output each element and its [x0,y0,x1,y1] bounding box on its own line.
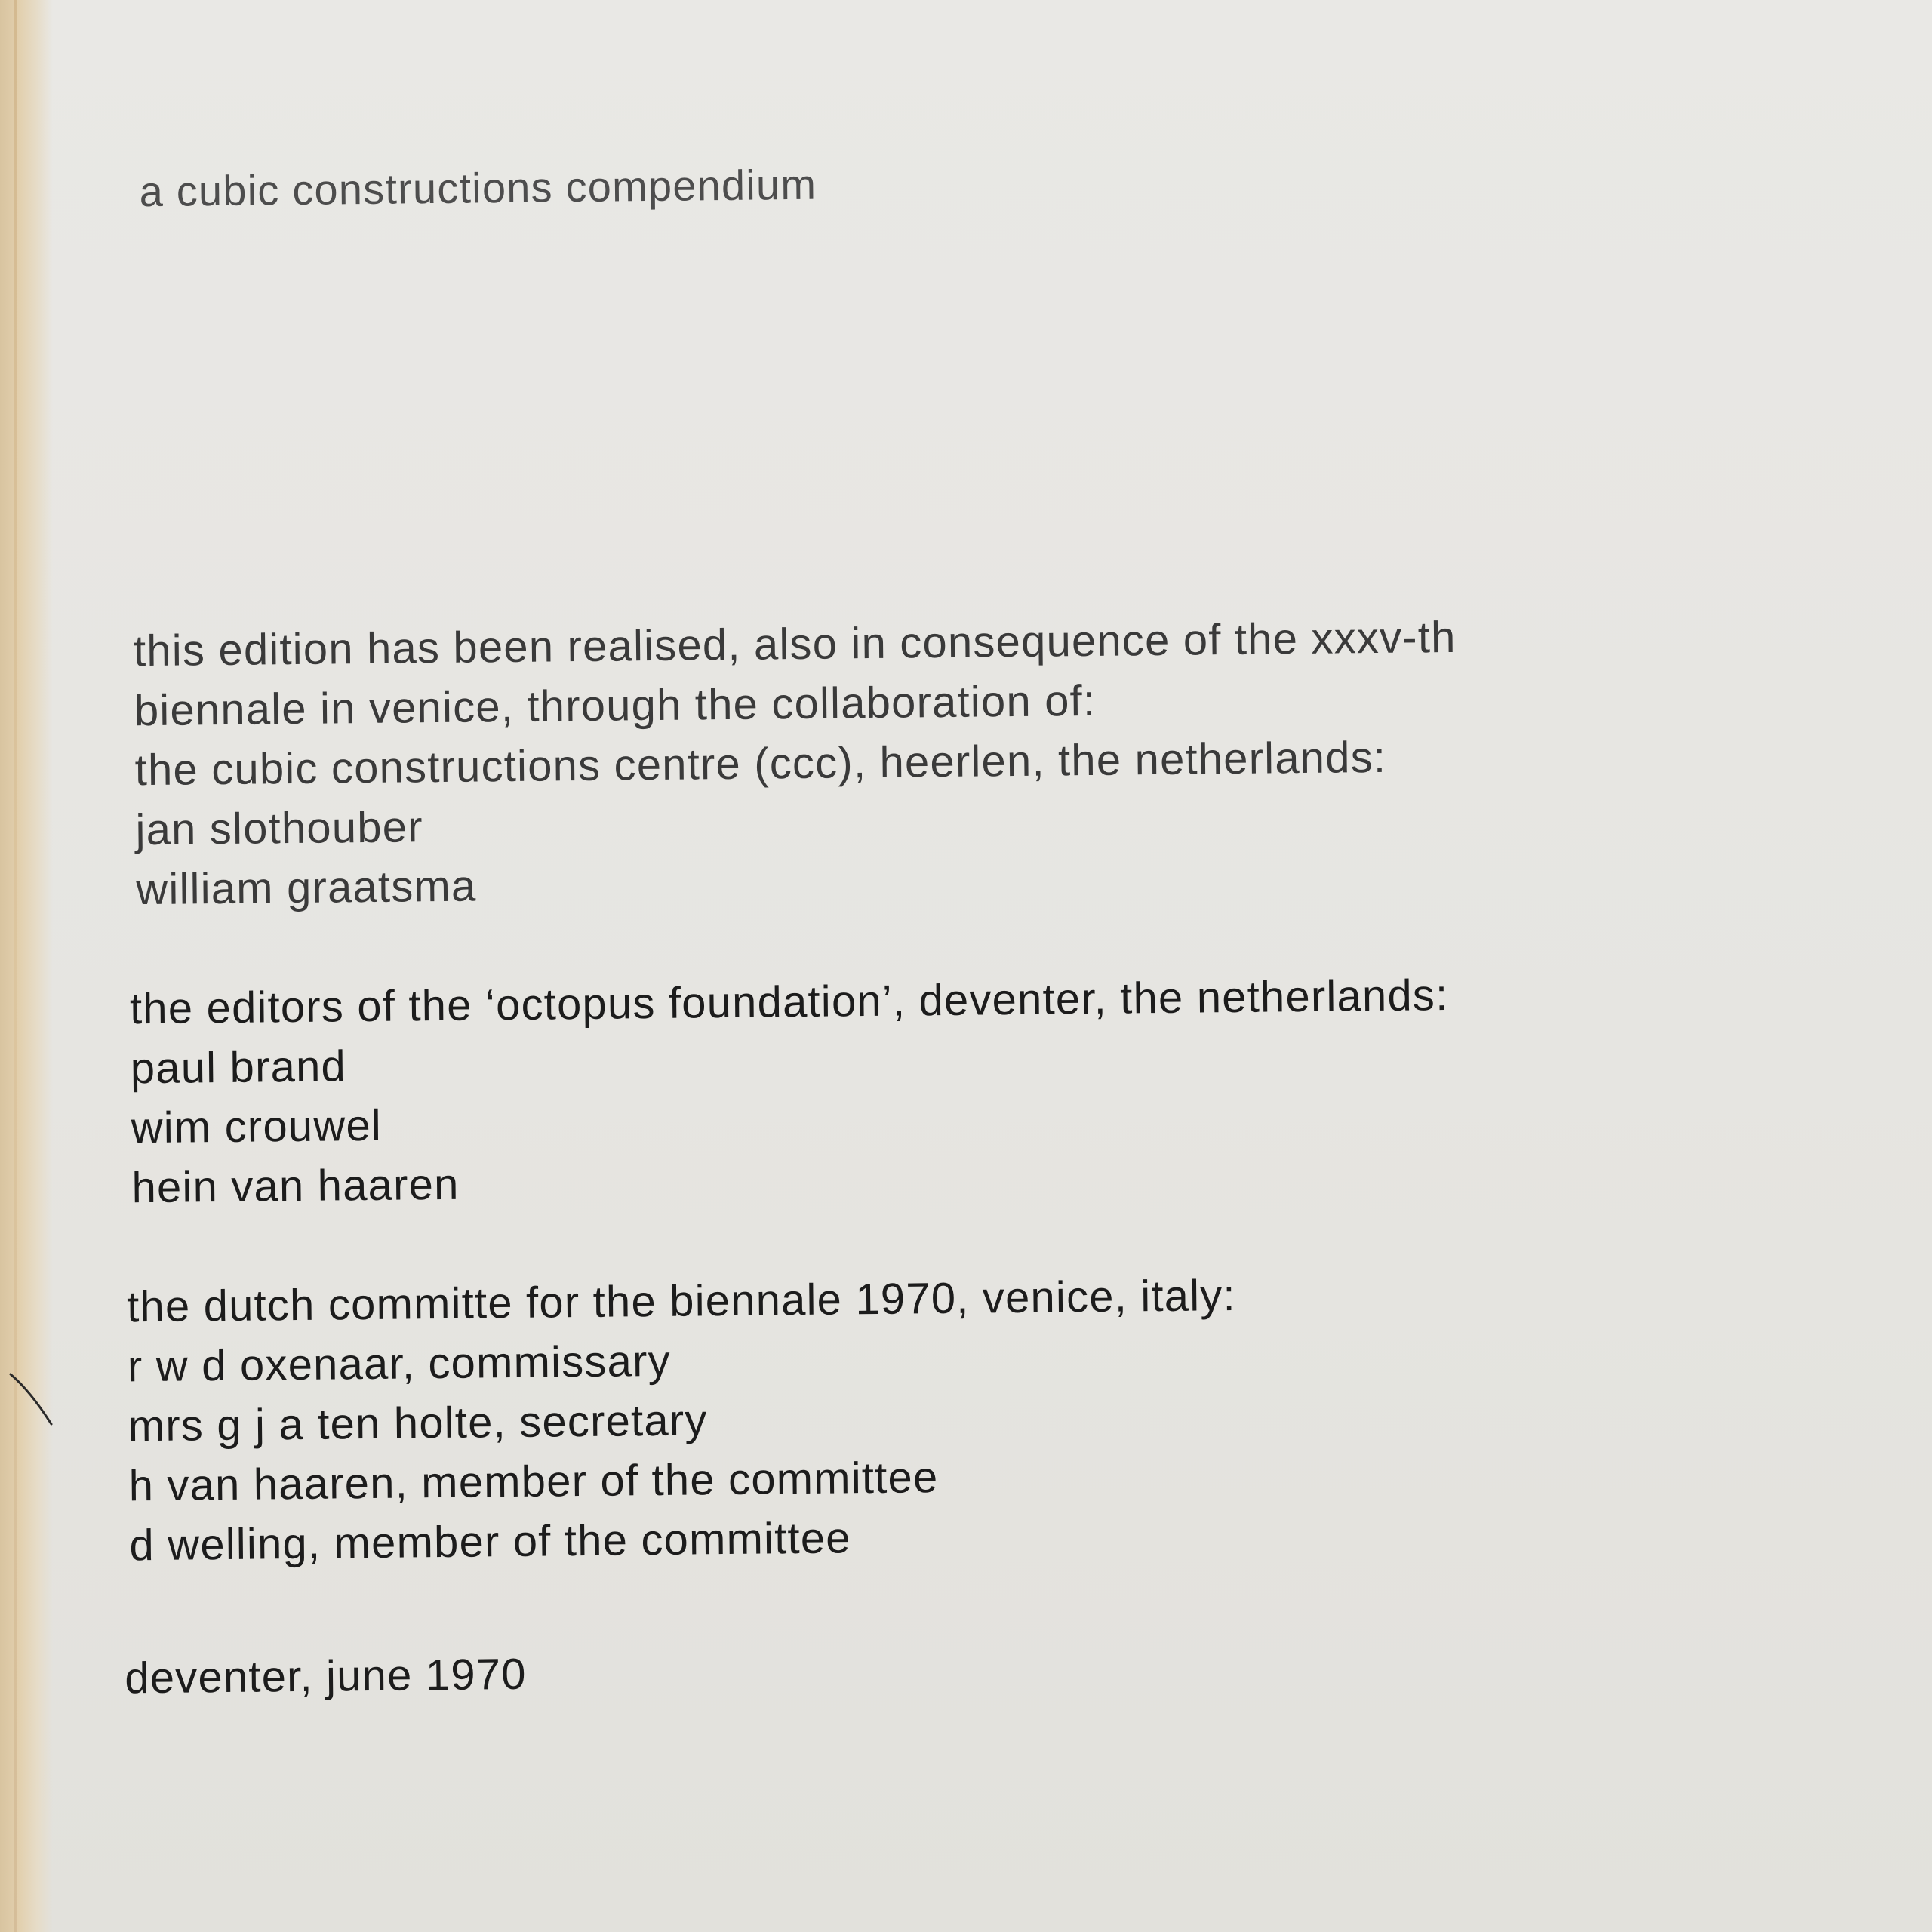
editors-line-3: wim crouwel [131,1100,383,1153]
intro-line-1: this edition has been realised, also in consequence of the xxxv-th [133,612,1457,676]
compendium-subtitle: a cubic constructions compendium [139,160,817,216]
committee-line-3: mrs g j a ten holte, secretary [128,1395,708,1451]
intro-line-5: william graatsma [136,861,477,915]
committee-line-5: d welling, member of the committee [129,1513,852,1571]
committee-line-4: h van haaren, member of the committee [128,1453,939,1511]
intro-line-3: the cubic constructions centre (ccc), heerlen, the netherlands: [134,732,1387,795]
intro-line-2: biennale in venice, through the collaboration of: [134,675,1097,736]
committee-line-1: the dutch committe for the biennale 1970, venice, italy: [126,1270,1237,1332]
editors-line-1: the editors of the ‘octopus foundation’, deventer, the netherlands: [129,970,1449,1034]
place-date: deventer, june 1970 [124,1649,527,1703]
committee-line-2: r w d oxenaar, commissary [127,1336,672,1392]
intro-line-4: jan slothouber [135,802,424,855]
editors-line-4: hein van haaren [131,1159,460,1213]
editors-line-2: paul brand [130,1041,347,1094]
